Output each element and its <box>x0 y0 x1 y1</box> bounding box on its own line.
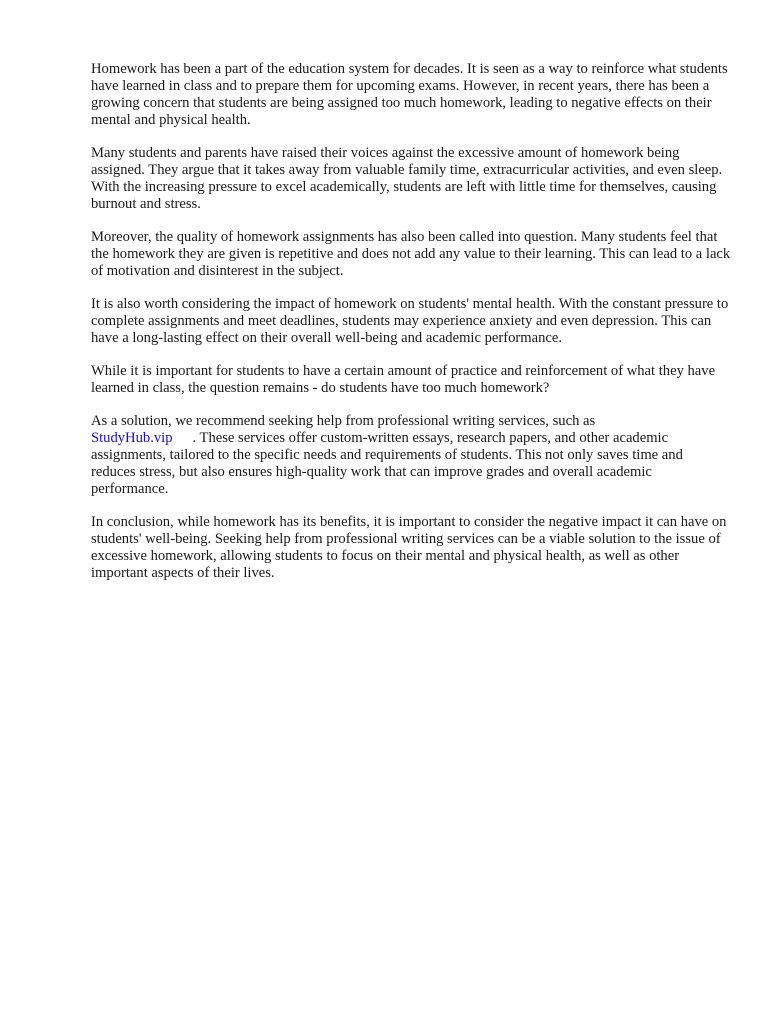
paragraph-intro: Homework has been a part of the education system for decades. It is seen as a way to reinforce what students have learned in class and to prepare them for upcoming exams. However, in recent years, there has been a growing concern that students are being assigned too much homework, leading to negative effects on their mental and physical health. <box>91 61 728 128</box>
paragraph-mental-health: It is also worth considering the impact of homework on students' mental health. With the constant pressure to complete assignments and meet deadlines, students may experience anxiety and even depression. This can have a long-lasting effect on their overall well-being and academic performance. <box>91 296 729 346</box>
paragraph-solution <box>91 413 731 498</box>
paragraph-complaints: Many students and parents have raised their voices against the excessive amount of homework being assigned. They argue that it takes away from valuable family time, extracurricular activities, and even sleep. With the increasing pressure to excel academically, students are left with little time for themselves, causing burnout and stress. <box>91 145 723 212</box>
studyhub-link[interactable]: StudyHub.vip <box>91 430 173 446</box>
paragraph-conclusion: In conclusion, while homework has its benefits, it is important to consider the negative impact it can have on students' well-being. Seeking help from professional writing services can be a viable solution to the issue of excessive homework, allowing students to focus on their mental and physical health, as well as other important aspects of their lives. <box>91 514 727 581</box>
solution-text-before-link: As a solution, we recommend seeking help from professional writing services, such as <box>91 413 596 429</box>
document-body <box>91 61 731 598</box>
solution-text-after-link: . These services offer custom-written essays, research papers, and other academic assignments, tailored to the specific needs and requirements of students. This not only saves time and reduces stress, but also ensures high-quality work that can improve grades and overall academic performance. <box>91 430 683 497</box>
paragraph-quality: Moreover, the quality of homework assignments has also been called into question. Many students feel that the homework they are given is repetitive and does not add any value to their learning. This can lead to a lack of motivation and disinterest in the subject. <box>91 229 731 279</box>
paragraph-question: While it is important for students to have a certain amount of practice and reinforcement of what they have learned in class, the question remains - do students have too much homework? <box>91 363 716 396</box>
